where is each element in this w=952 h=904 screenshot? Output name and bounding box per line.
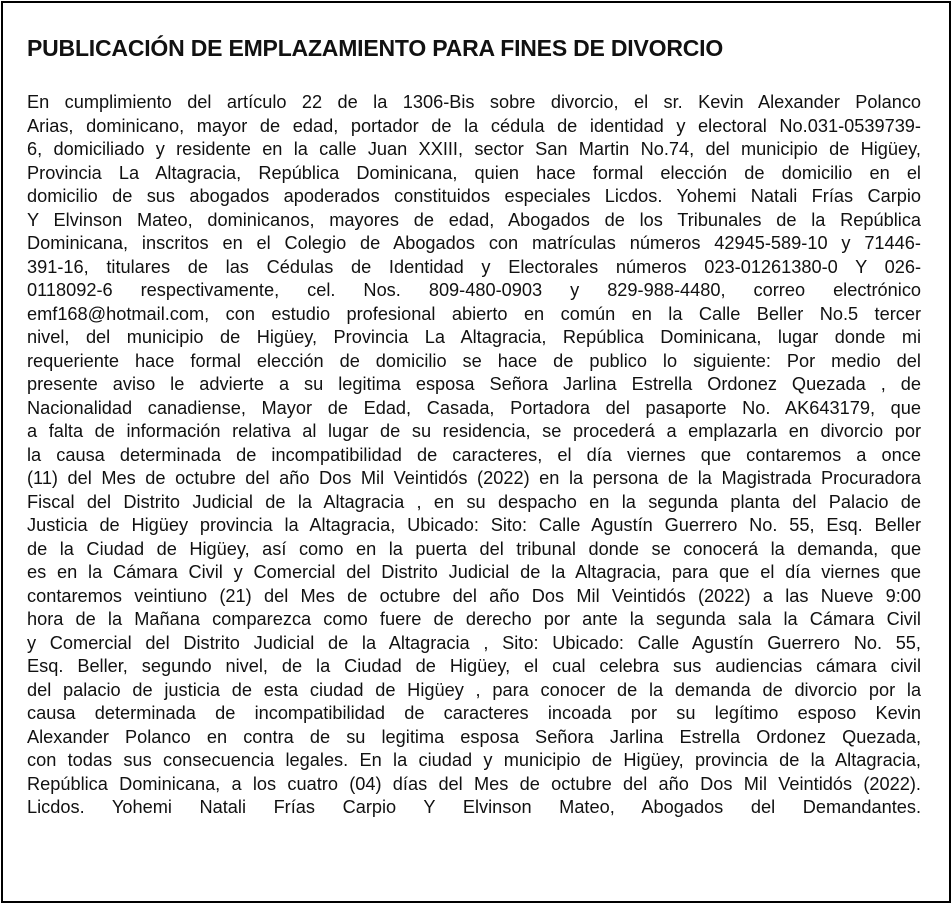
body-line: Dominicana, inscritos en el Colegio de Abogados con matrículas números 42945-589-10 y 71446-: [27, 233, 921, 253]
body-line: hora de la Mañana comparezca como fuere de derecho por ante la segunda sala la Cámara Civil: [27, 609, 921, 629]
notice-frame: [1, 1, 951, 903]
body-line: contaremos veintiuno (21) del Mes de octubre del año Dos Mil Veintidós (2022) a las Nueve 9:00: [27, 585, 921, 606]
body-line: En cumplimiento del artículo 22 de la 1306-Bis sobre divorcio, el sr. Kevin Alexander Polanco: [27, 92, 921, 112]
body-line: emf168@hotmail.com, con estudio profesional abierto en común en la Calle Beller No.5 tercer: [27, 303, 921, 324]
body-line: Arias, dominicano, mayor de edad, portador de la cédula de identidad y electoral No.031-0539739-: [27, 115, 921, 136]
body-line: del palacio de justicia de esta ciudad de Higüey , para conocer de la demanda de divorcio por la: [27, 679, 921, 700]
body-line: requeriente hace formal elección de domicilio se hace de publico lo siguiente: Por medio del: [27, 350, 921, 371]
body-line: (11) del Mes de octubre del año Dos Mil Veintidós (2022) en la persona de la Magistrada Procuradora: [27, 468, 921, 488]
body-line: Esq. Beller, segundo nivel, de la Ciudad de Higüey, el cual celebra sus audiencias cámara civil: [27, 656, 921, 676]
body-line: República Dominicana, a los cuatro (04) días del Mes de octubre del año Dos Mil Veintidós (2022).: [27, 773, 921, 794]
body-line: y Comercial del Distrito Judicial de la Altagracia , Sito: Ubicado: Calle Agustín Guerrero No. 55,: [27, 632, 921, 653]
body-line: Justicia de Higüey provincia la Altagracia, Ubicado: Sito: Calle Agustín Guerrero No. 55, Esq. Beller: [27, 515, 921, 535]
body-line: causa determinada de incompatibilidad de caracteres incoada por su legítimo esposo Kevin: [27, 703, 921, 723]
body-line: presente aviso le advierte a su legitima esposa Señora Jarlina Estrella Ordonez Quezada , de: [27, 374, 921, 394]
body-line: con todas sus consecuencia legales. En la ciudad y municipio de Higüey, provincia de la Altagracia,: [27, 750, 921, 770]
body-line: Licdos. Yohemi Natali Frías Carpio Y Elvinson Mateo, Abogados del Demandantes.: [27, 797, 921, 817]
body-line: 0118092-6 respectivamente, cel. Nos. 809-480-0903 y 829-988-4480, correo electrónico: [27, 280, 921, 300]
body-line: Nacionalidad canadiense, Mayor de Edad, Casada, Portadora del pasaporte No. AK643179, que: [27, 397, 921, 418]
notice-body: [27, 91, 921, 820]
body-line: 6, domiciliado y residente en la calle Juan XXIII, sector San Martin No.74, del municipio de Higüey,: [27, 139, 921, 159]
body-line: Y Elvinson Mateo, dominicanos, mayores de edad, Abogados de los Tribunales de la República: [27, 209, 921, 230]
body-line: a falta de información relativa al lugar de su residencia, se procederá a emplazarla en divorcio por: [27, 421, 921, 441]
body-line: domicilio de sus abogados apoderados constituidos especiales Licdos. Yohemi Natali Frías Carpio: [27, 186, 921, 206]
body-line: nivel, del municipio de Higüey, Provincia La Altagracia, República Dominicana, lugar donde mi: [27, 327, 921, 347]
body-line: 391-16, titulares de las Cédulas de Identidad y Electorales números 023-01261380-0 Y 026-: [27, 256, 921, 277]
notice-title: PUBLICACIÓN DE EMPLAZAMIENTO PARA FINES DE DIVORCIO: [27, 35, 724, 61]
body-line: Alexander Polanco en contra de su legitima esposa Señora Jarlina Estrella Ordonez Quezada,: [27, 726, 921, 747]
body-line: la causa determinada de incompatibilidad de caracteres, el día viernes que contaremos a once: [27, 444, 921, 465]
body-line: de la Ciudad de Higüey, así como en la puerta del tribunal donde se conocerá la demanda, que: [27, 538, 921, 559]
body-line: Fiscal del Distrito Judicial de la Altagracia , en su despacho en la segunda planta del Palacio de: [27, 491, 921, 512]
body-line: es en la Cámara Civil y Comercial del Distrito Judicial de la Altagracia, para que el día viernes que: [27, 562, 921, 582]
body-line: Provincia La Altagracia, República Dominicana, quien hace formal elección de domicilio en el: [27, 162, 921, 183]
